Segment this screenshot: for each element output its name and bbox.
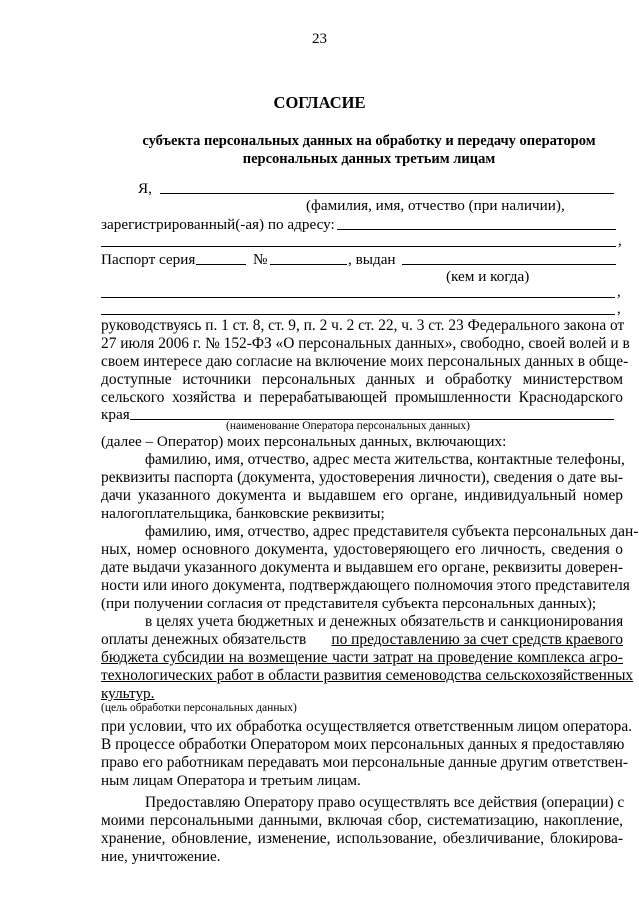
paragraph-line: сельского хозяйства и перерабатывающей промышленности Краснодарского: [101, 389, 623, 406]
page-number: 23: [312, 31, 327, 47]
paragraph-line: налогоплательщика, банковские реквизиты;: [101, 505, 385, 522]
ya-label: Я,: [138, 180, 152, 197]
paragraph-line: (при получении согласия от представителя субъекта персональных данных);: [101, 595, 597, 612]
purpose-underlined-text: по предоставлению за счет средств краевого: [331, 631, 623, 648]
paragraph-line: доступные источники персональных данных и обработку министерством: [101, 371, 623, 388]
paragraph-line: ных, номер основного документа, удостоверяющего его личность, сведения о: [101, 541, 623, 558]
paragraph-line: ным лицам Оператора и третьим лицам.: [101, 772, 361, 789]
purpose-underlined-line: технологических работ в области развития семеноводства сельскохозяйственных: [101, 667, 634, 684]
address-field-2[interactable]: [101, 246, 616, 247]
purpose-underlined-line: бюджета субсидии на возмещение части затрат на проведение комплекса агро-: [101, 649, 623, 666]
issued-hint: (кем и когда): [446, 268, 530, 285]
paragraph-line: хранение, обновление, изменение, использование, обезличивание, блокирова-: [101, 830, 623, 847]
paragraph-line: фамилию, имя, отчество, адрес места жительства, контактные телефоны,: [145, 451, 625, 468]
paragraph-line: ности или иного документа, подтверждающего полномочия этого представителя: [101, 577, 630, 594]
paragraph-line: руководствуясь п. 1 ст. 8, ст. 9, п. 2 ч. 2 ст. 22, ч. 3 ст. 23 Федерального закона от: [101, 317, 625, 334]
paragraph-line: в целях учета бюджетных и денежных обязательств и санкционирования: [145, 613, 624, 630]
paragraph-line: своем интересе даю согласие на включение моих персональных данных в обще-: [101, 353, 629, 370]
comma: ,: [618, 233, 622, 249]
passport-number-label: №: [253, 251, 268, 268]
passport-series-label: Паспорт серия: [101, 251, 196, 268]
comma: ,: [617, 284, 621, 300]
subtitle-line-1: субъекта персональных данных на обработку и передачу оператором: [142, 133, 596, 149]
issued-field-2[interactable]: [101, 297, 615, 298]
purpose-plain-text: оплаты денежных обязательств: [101, 631, 307, 648]
comma: ,: [617, 301, 621, 317]
passport-number-field[interactable]: [270, 264, 347, 265]
subtitle-line-2: персональных данных третьим лицам: [242, 151, 496, 167]
paragraph-line: дачи указанного документа и выдавшем его органе, индивидуальный номер: [101, 487, 623, 504]
paragraph-line: ние, уничтожение.: [101, 848, 221, 865]
paragraph-line: фамилию, имя, отчество, адрес представителя субъекта персональных дан-: [145, 523, 639, 540]
purpose-underlined-line: культур.: [101, 685, 155, 702]
paragraph-line: [101, 631, 623, 649]
address-label: зарегистрированный(-ая) по адресу:: [101, 216, 335, 233]
operator-hint: (наименование Оператора персональных данных): [226, 420, 470, 432]
paragraph-line: моими персональными данными, включая сбор, систематизацию, накопление,: [101, 812, 623, 829]
issued-field[interactable]: [402, 264, 616, 265]
paragraph-line: дате выдачи указанного документа и выдавшем его органе, реквизиты доверен-: [101, 559, 623, 576]
purpose-hint: (цель обработки персональных данных): [101, 702, 297, 714]
issued-label: , выдан: [348, 251, 396, 268]
issued-field-3[interactable]: [101, 314, 615, 315]
paragraph-line: реквизиты паспорта (документа, удостоверения личности), сведения о дате вы-: [101, 469, 623, 486]
paragraph-line: Предоставляю Оператору право осуществлять все действия (операции) с: [145, 794, 625, 811]
fio-field[interactable]: [160, 193, 614, 194]
paragraph-line: при условии, что их обработка осуществляется ответственным лицом оператора.: [101, 718, 633, 735]
paragraph-line: В процессе обработки Оператором моих персональных данных я предоставляю: [101, 736, 625, 753]
fio-hint: (фамилия, имя, отчество (при наличии),: [306, 197, 565, 214]
kraya-label: края: [101, 406, 130, 423]
paragraph-line: (далее – Оператор) моих персональных данных, включающих:: [101, 433, 507, 450]
address-field-1[interactable]: [337, 229, 616, 230]
document-title: СОГЛАСИЕ: [273, 93, 366, 112]
paragraph-line: право его работникам передавать мои персональные данные другим ответствен-: [101, 754, 628, 771]
paragraph-line: 27 июля 2006 г. № 152-ФЗ «О персональных данных», свободно, своей волей и в: [101, 335, 630, 352]
passport-series-field[interactable]: [196, 264, 246, 265]
